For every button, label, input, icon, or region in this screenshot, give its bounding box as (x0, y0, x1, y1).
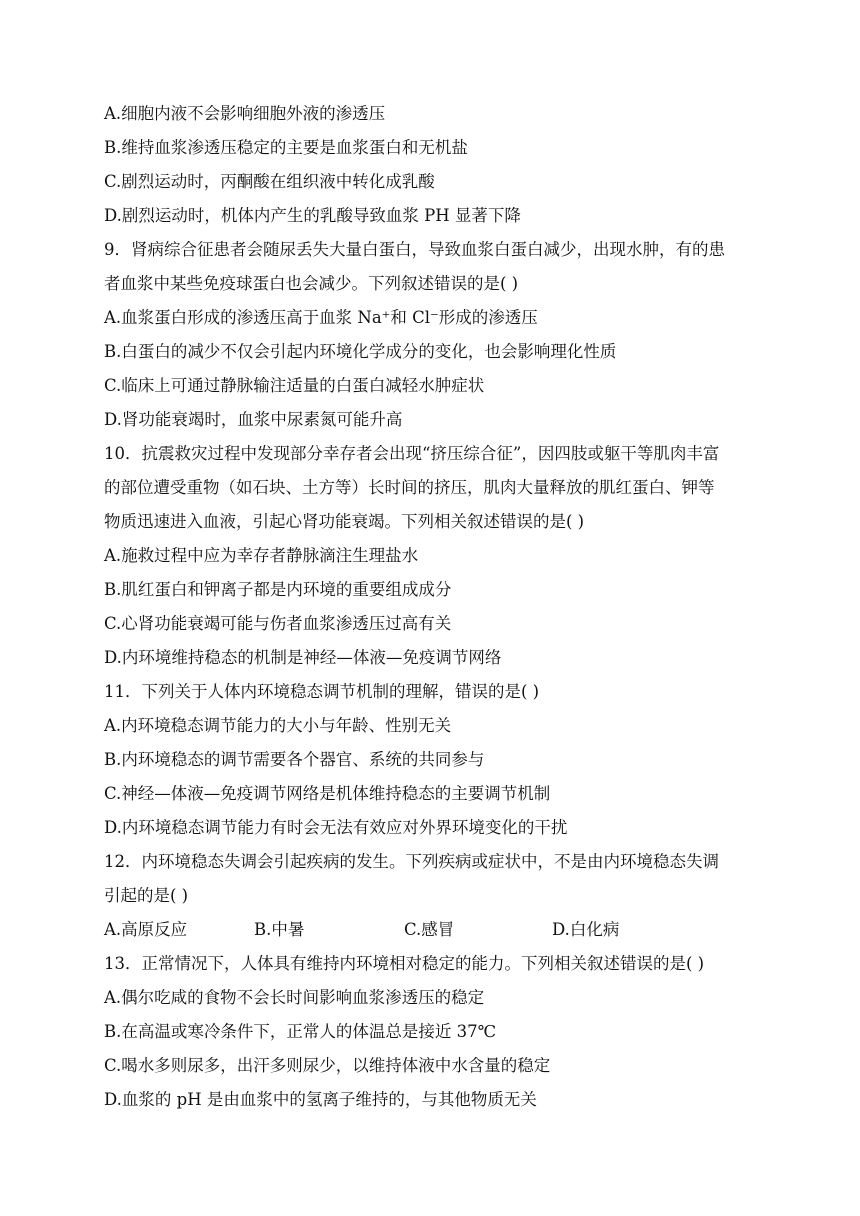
q10-option-a: A.施救过程中应为幸存者静脉滴注生理盐水 (104, 546, 419, 565)
q13-option-b: B.在高温或寒冷条件下，正常人的体温总是接近 37℃ (104, 1022, 497, 1041)
q12-option-c: C.感冒 (404, 920, 455, 939)
q13-option-c: C.喝水多则尿多，出汗多则尿少，以维持体液中水含量的稳定 (104, 1056, 551, 1075)
q10-option-c: C.心肾功能衰竭可能与伤者血浆渗透压过高有关 (104, 614, 452, 633)
q10-stem-line3: 物质迅速进入血液，引起心肾功能衰竭。下列相关叙述错误的是( ) (104, 512, 585, 531)
q12-stem-line1: 12．内环境稳态失调会引起疾病的发生。下列疾病或症状中，不是由内环境稳态失调 (104, 852, 719, 871)
q8-option-a: A.细胞内液不会影响细胞外液的渗透压 (104, 104, 386, 123)
q10-option-d: D.内环境维持稳态的机制是神经—体液—免疫调节网络 (104, 648, 502, 667)
q10-stem-line1: 10．抗震救灾过程中发现部分幸存者会出现“挤压综合征”，因四肢或躯干等肌肉丰富 (104, 444, 720, 463)
q11-option-d: D.内环境稳态调节能力有时会无法有效应对外界环境变化的干扰 (104, 818, 568, 837)
q11-option-b: B.内环境稳态的调节需要各个器官、系统的共同参与 (104, 750, 485, 769)
q13-option-a: A.偶尔吃咸的食物不会长时间影响血浆渗透压的稳定 (104, 988, 485, 1007)
q9-option-d: D.肾功能衰竭时，血浆中尿素氮可能升高 (104, 410, 403, 429)
q9-option-b: B.白蛋白的减少不仅会引起内环境化学成分的变化，也会影响理化性质 (104, 342, 617, 361)
q13-stem-line1: 13．正常情况下，人体具有维持内环境相对稳定的能力。下列相关叙述错误的是( ) (104, 954, 705, 973)
q9-stem-line1: 9．肾病综合征患者会随尿丢失大量白蛋白，导致血浆白蛋白减少，出现水肿，有的患 (104, 240, 725, 259)
q12-option-a: A.高原反应 (104, 920, 188, 939)
q9-option-a: A.血浆蛋白形成的渗透压高于血浆 Na⁺和 Cl⁻形成的渗透压 (104, 308, 538, 327)
q8-option-c: C.剧烈运动时，丙酮酸在组织液中转化成乳酸 (104, 172, 435, 191)
q12-option-d: D.白化病 (552, 920, 620, 939)
q12-stem-line2: 引起的是( ) (104, 886, 189, 905)
q11-option-a: A.内环境稳态调节能力的大小与年龄、性别无关 (104, 716, 452, 735)
q9-option-c: C.临床上可通过静脉输注适量的白蛋白减轻水肿症状 (104, 376, 485, 395)
q8-option-b: B.维持血浆渗透压稳定的主要是血浆蛋白和无机盐 (104, 138, 468, 157)
q11-option-c: C.神经—体液—免疫调节网络是机体维持稳态的主要调节机制 (104, 784, 551, 803)
q12-option-b: B.中暑 (254, 920, 305, 939)
q12-options-row (104, 920, 804, 940)
q10-option-b: B.肌红蛋白和钾离子都是内环境的重要组成成分 (104, 580, 452, 599)
q8-option-d: D.剧烈运动时，机体内产生的乳酸导致血浆 PH 显著下降 (104, 206, 521, 225)
q13-option-d: D.血浆的 pH 是由血浆中的氢离子维持的，与其他物质无关 (104, 1090, 537, 1109)
q11-stem-line1: 11．下列关于人体内环境稳态调节机制的理解，错误的是( ) (104, 682, 540, 701)
q10-stem-line2: 的部位遭受重物（如石块、土方等）长时间的挤压，肌肉大量释放的肌红蛋白、钾等 (104, 478, 715, 497)
q9-stem-line2: 者血浆中某些免疫球蛋白也会减少。下列叙述错误的是( ) (104, 274, 519, 293)
